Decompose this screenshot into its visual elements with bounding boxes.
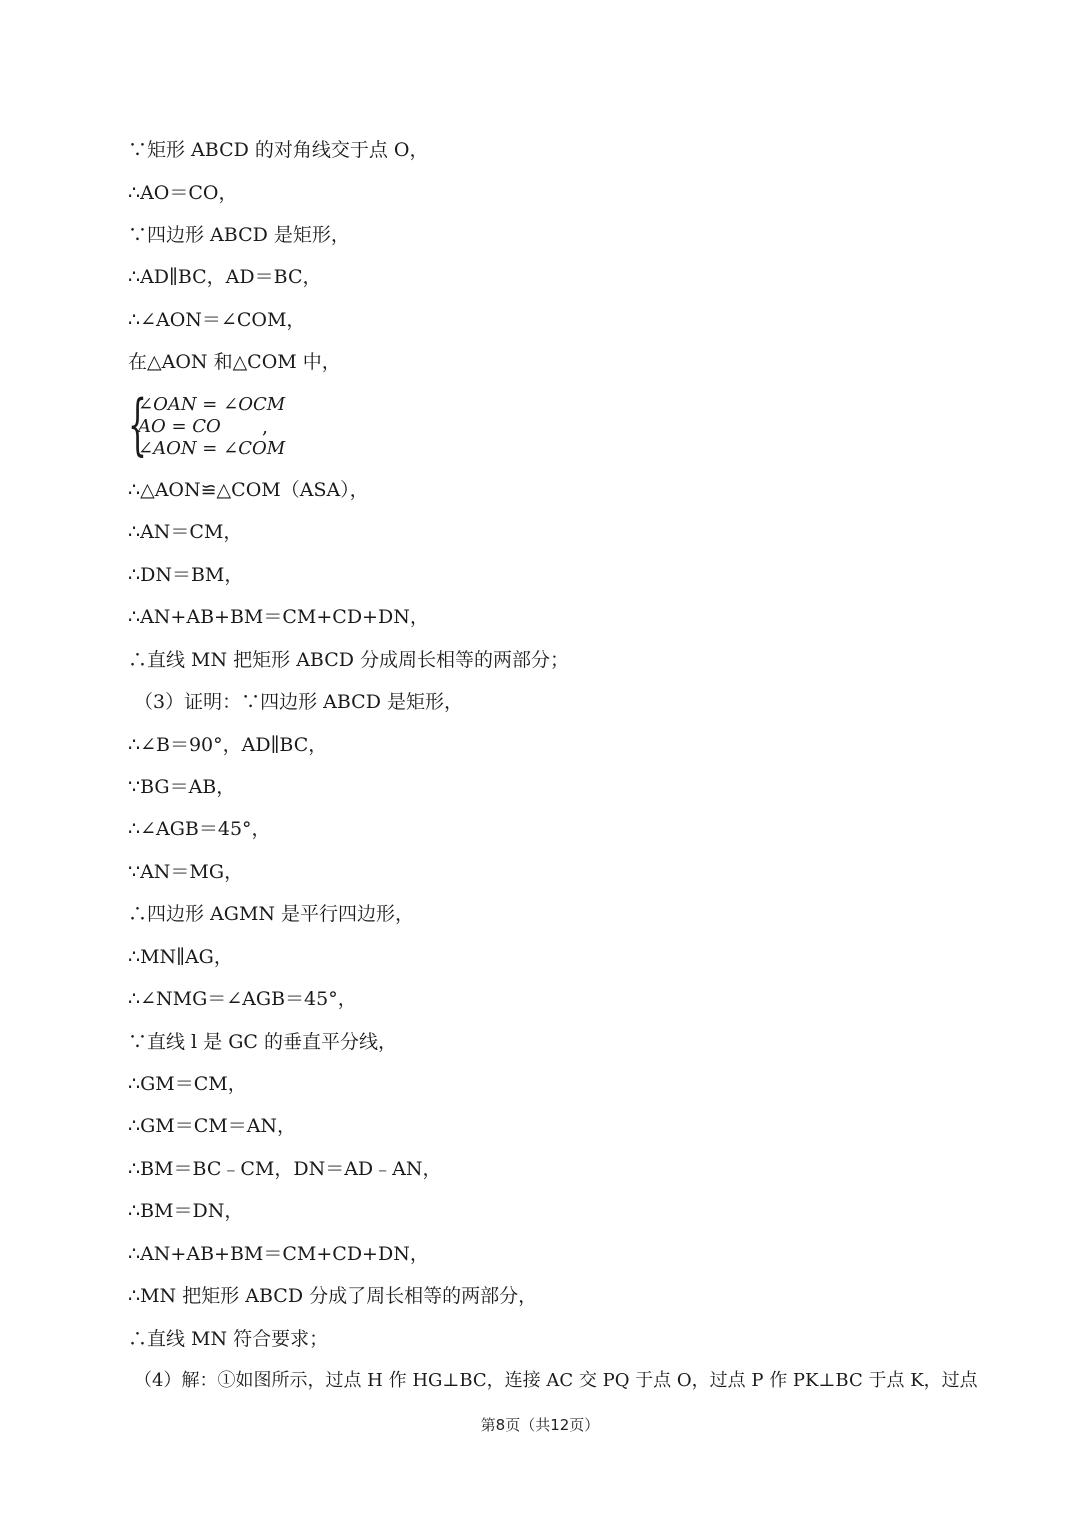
proof-line: ∴GM＝CM＝AN， [128, 1115, 297, 1137]
proof-line: 在△AON 和△COM 中， [128, 351, 341, 373]
left-brace: { [128, 386, 147, 463]
proof-line: ∴四边形 AGMN 是平行四边形， [128, 903, 415, 925]
proof-line: ∵四边形 ABCD 是矩形， [128, 224, 350, 246]
proof-line: ∴直线 MN 符合要求； [128, 1328, 329, 1350]
proof-line: ∴BM＝DN， [128, 1200, 244, 1222]
proof-line: ∴∠NMG＝∠AGB＝45°， [128, 988, 357, 1010]
proof-line: ∴AN+AB+BM＝CM+CD+DN， [128, 1243, 429, 1265]
proof-line: ∴AD∥BC，AD＝BC， [128, 266, 322, 288]
proof-line: ∵AN＝MG， [128, 861, 244, 883]
proof-line: ∴AN+AB+BM＝CM+CD+DN， [128, 606, 429, 628]
proof-line: ∴MN 把矩形 ABCD 分成了周长相等的两部分， [128, 1285, 538, 1307]
proof-line: ∵BG＝AB， [128, 776, 236, 798]
proof-line: ∴直线 MN 把矩形 ABCD 分成周长相等的两部分； [128, 649, 570, 671]
proof-line: ∵直线 l 是 GC 的垂直平分线， [128, 1031, 397, 1053]
proof-line: ∴DN＝BM， [128, 564, 244, 586]
proof-line: ∴BM＝BC﹣CM，DN＝AD﹣AN， [128, 1158, 442, 1180]
part-3-heading: （3）证明：∵四边形 ABCD 是矩形， [134, 691, 463, 713]
proof-line: ∵矩形 ABCD 的对角线交于点 O， [128, 139, 429, 161]
page-footer: 第8页（共12页） [480, 1416, 600, 1434]
proof-line: ∴∠AON＝∠COM， [128, 309, 306, 331]
system-equation-1: ∠OAN = ∠OCM [138, 394, 286, 415]
equation-system [128, 386, 328, 464]
system-equation-3: ∠AON = ∠COM [138, 438, 286, 459]
proof-line: ∴∠AGB＝45°， [128, 818, 271, 840]
part-4-heading: （4）解：①如图所示，过点 H 作 HG⊥BC，连接 AC 交 PQ 于点 O，过点 P 作 PK⊥BC 于点 K，过点 [134, 1370, 978, 1391]
proof-line: ∴AO＝CO， [128, 182, 238, 204]
system-comma: , [262, 416, 269, 438]
proof-line: ∴AN＝CM， [128, 521, 243, 543]
proof-line: ∴∠B＝90°，AD∥BC， [128, 734, 328, 756]
system-equation-2: AO = CO [138, 416, 221, 437]
proof-line: ∴GM＝CM， [128, 1073, 247, 1095]
proof-line: ∴MN∥AG， [128, 946, 233, 968]
proof-line: ∴△AON≌△COM（ASA）， [128, 479, 369, 501]
